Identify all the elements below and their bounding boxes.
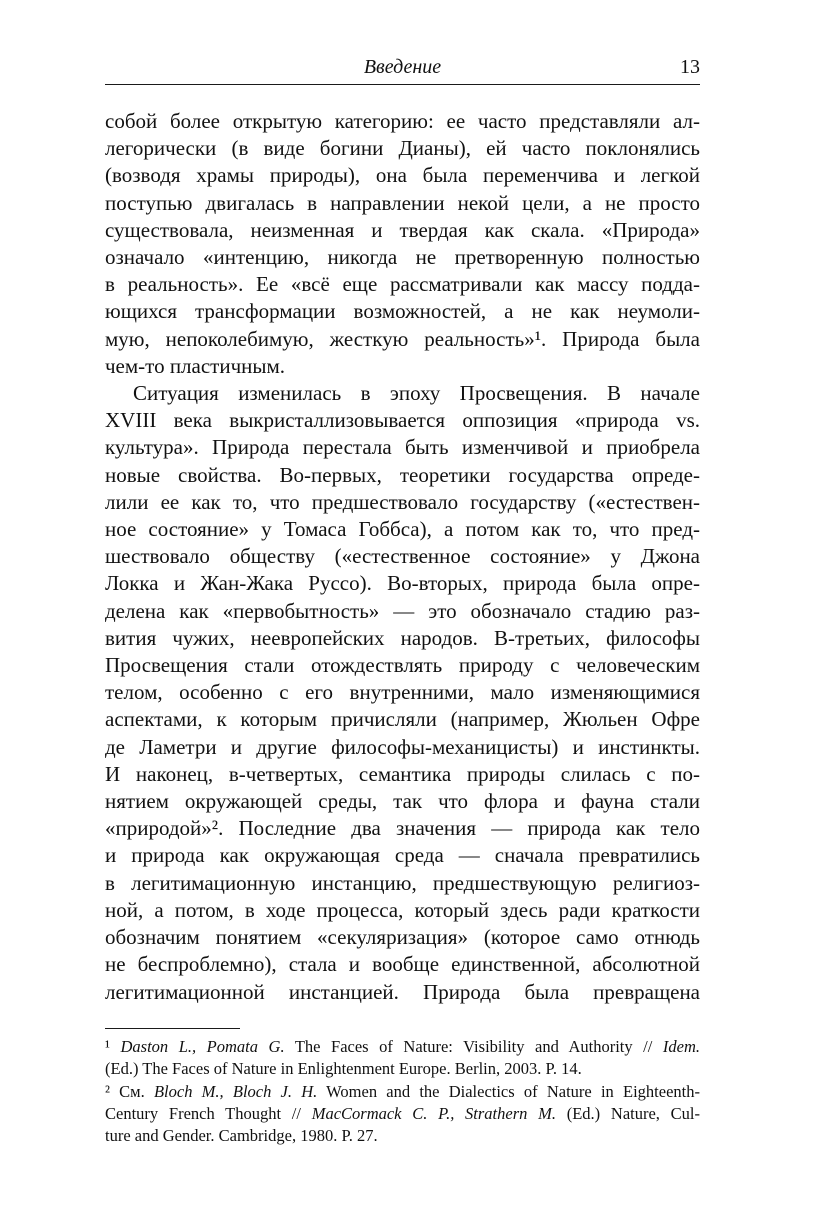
footnote-line xyxy=(105,1081,700,1103)
text-line: делена как «первобытность» — это обозначало стадию раз- xyxy=(105,598,700,623)
header-rule xyxy=(105,84,700,85)
chapter-title: Введение xyxy=(363,56,442,78)
text-line: Просвещения стали отождествлять природу с человеческим xyxy=(105,653,700,678)
text-line: ной, а потом, в ходе процесса, который здесь ради краткости xyxy=(105,897,700,922)
footnote-segment: The Faces of Nature: Visibility and Authority // xyxy=(284,1036,663,1056)
text-line: легорически (в виде богини Дианы), ей часто поклонялись xyxy=(105,136,700,161)
footnote-line xyxy=(105,1036,700,1058)
text-line: в реальность». Ее «всё еще рассматривали как массу подда- xyxy=(105,272,700,297)
page-header xyxy=(105,54,700,80)
footnote xyxy=(105,1036,700,1081)
text-line: Локка и Жан-Жака Руссо). Во-вторых, природа была опре- xyxy=(105,571,700,596)
paragraph xyxy=(105,380,700,1006)
page-number: 13 xyxy=(680,56,700,78)
text-line: в легитимационную инстанцию, предшествующую религиоз- xyxy=(105,870,700,895)
footnote-segment: (Ed.) Nature, Cul- xyxy=(556,1103,701,1123)
text-line: «природой»². Последние два значения — природа как тело xyxy=(105,816,700,841)
text-line: культура». Природа перестала быть изменчивой и приобрела xyxy=(105,435,700,460)
footnote-line xyxy=(105,1058,700,1080)
footnote-segment: ² См. xyxy=(105,1081,154,1101)
footnote-segment: Bloch M., Bloch J. H. xyxy=(153,1081,318,1101)
text-line: поступью двигалась в направлении некой цели, а не просто xyxy=(105,190,700,215)
footnote xyxy=(105,1081,700,1148)
footnotes xyxy=(105,1036,700,1148)
footnote-segment: Women and the Dialectics of Nature in Eighteenth- xyxy=(317,1081,700,1101)
text-line: существовала, неизменная и твердая как скала. «Природа» xyxy=(105,217,700,242)
text-line: нятием окружающей среды, так что флора и фауна стали xyxy=(105,789,700,814)
text-line: де Ламетри и другие философы-механицисты) и инстинкты. xyxy=(105,734,700,759)
text-line: и природа как окружающая среда — сначала превратились xyxy=(105,843,700,868)
text-line: ное состояние» у Томаса Гоббса), а потом как то, что пред- xyxy=(105,517,700,542)
text-line: новые свойства. Во-первых, теоретики государства опреде- xyxy=(105,462,700,487)
text-line: шествовало обществу («естественное состояние» у Джона xyxy=(105,544,700,569)
text-line: чем-то пластичным. xyxy=(105,353,286,378)
footnote-segment: Idem. xyxy=(662,1036,701,1056)
footnote-segment: ¹ xyxy=(105,1036,121,1056)
text-line: И наконец, в-четвертых, семантика природы слилась с по- xyxy=(105,761,700,786)
text-line: вития чужих, неевропейских народов. В-третьих, философы xyxy=(105,625,700,650)
body-text xyxy=(105,108,700,1006)
footnote-segment: MacCormack C. P., Strathern M. xyxy=(311,1103,556,1123)
footnote-line xyxy=(105,1103,700,1125)
text-line: ющихся трансформации возможностей, а не как неумоли- xyxy=(105,299,700,324)
paragraph xyxy=(105,108,700,380)
text-line: аспектами, к которым причисляли (например, Жюльен Офре xyxy=(105,707,700,732)
text-line: Ситуация изменилась в эпоху Просвещения. В начале xyxy=(133,381,700,406)
footnote-segment: (Ed.) The Faces of Nature in Enlightenment Europe. Berlin, 2003. P. 14. xyxy=(105,1059,582,1079)
text-line: телом, особенно с его внутренними, мало изменяющимися xyxy=(105,680,700,705)
text-line: XVIII века выкристаллизовывается оппозиция «природа vs. xyxy=(105,408,700,433)
text-line: не беспроблемно), стала и вообще единственной, абсолютной xyxy=(105,952,700,977)
footnote-segment: ture and Gender. Cambridge, 1980. P. 27. xyxy=(105,1126,378,1146)
footnote-separator xyxy=(105,1028,240,1029)
footnote-line xyxy=(105,1125,700,1147)
text-line: собой более открытую категорию: ее часто представляли ал- xyxy=(105,109,700,133)
text-line: обозначим понятием «секуляризация» (которое само отнюдь xyxy=(105,925,700,950)
text-line: лили ее как то, что предшествовало государству («естествен- xyxy=(105,489,700,514)
text-line: легитимационной инстанцией. Природа была превращена xyxy=(105,979,700,1004)
text-line: мую, непоколебимую, жесткую реальность»¹. Природа была xyxy=(105,326,700,351)
footnote-segment: Daston L., Pomata G. xyxy=(120,1036,285,1056)
footnote-segment: Century French Thought // xyxy=(105,1103,312,1123)
text-line: (возводя храмы природы), она была переменчива и легкой xyxy=(105,163,700,188)
text-line: означало «интенцию, никогда не претворенную полностью xyxy=(105,245,700,270)
